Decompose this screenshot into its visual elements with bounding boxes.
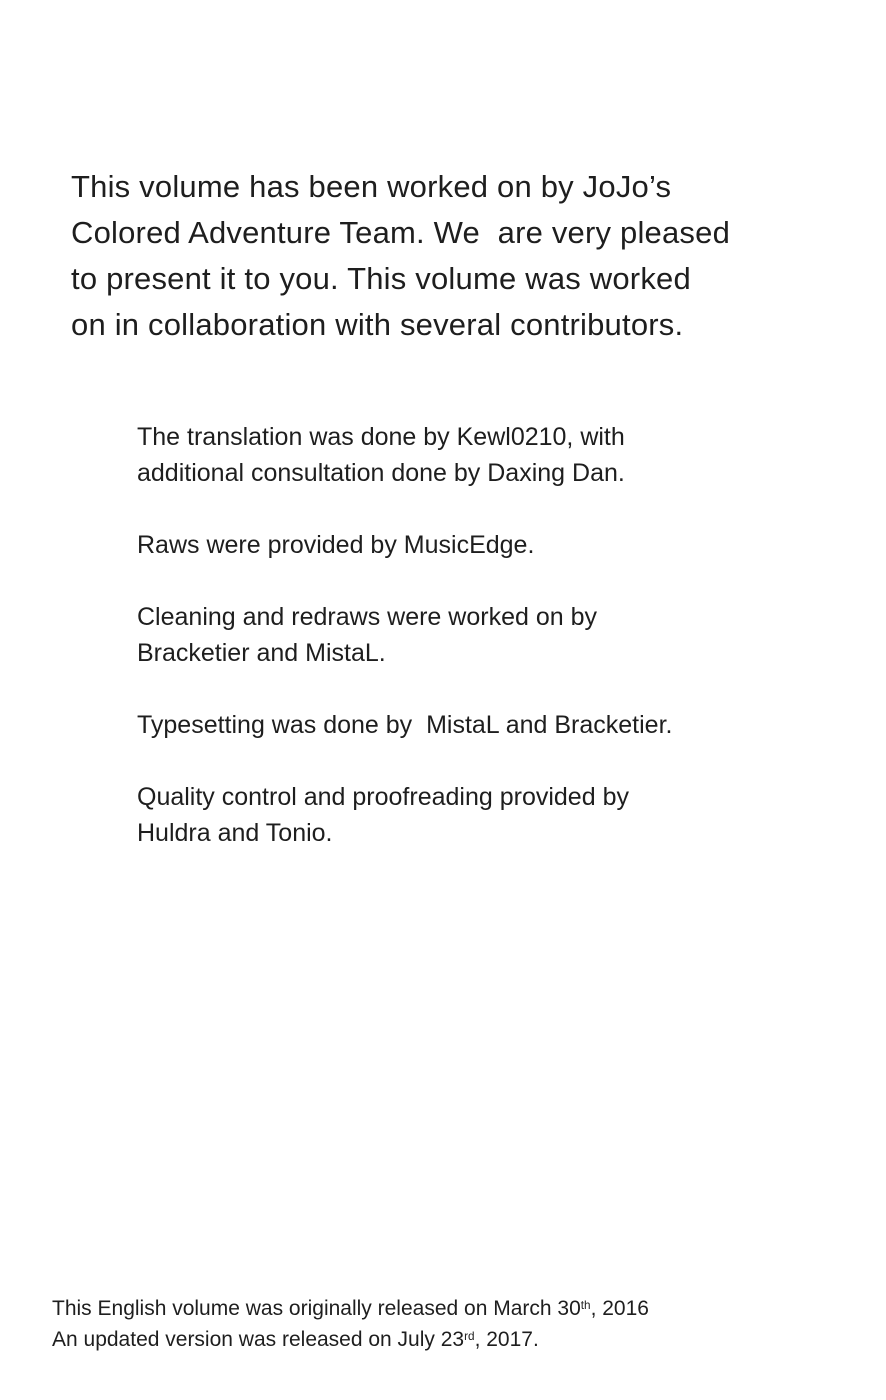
release-note-original-year: , 2016	[590, 1297, 649, 1320]
credit-translation	[137, 419, 672, 491]
ordinal-suffix-th: th	[580, 1298, 591, 1312]
release-note-updated	[52, 1324, 649, 1355]
intro-line-3: to present it to you. This volume was worked	[71, 261, 691, 296]
intro-line-2: Colored Adventure Team. We are very pleased	[71, 215, 731, 250]
release-note-updated-text: An updated version was released on July 23	[52, 1328, 465, 1351]
credit-quality-control-line-1: Quality control and proofreading provided by	[137, 783, 629, 811]
intro-line-1: This volume has been worked on by JoJo’s	[71, 169, 672, 204]
release-note-original-text: This English volume was originally released on March 30	[52, 1297, 581, 1320]
release-note-original	[52, 1293, 649, 1324]
intro-paragraph	[71, 164, 730, 348]
credit-raws-line-1: Raws were provided by MusicEdge.	[137, 531, 535, 559]
intro-line-4: on in collaboration with several contributors.	[71, 307, 684, 342]
release-note-updated-year: , 2017.	[474, 1328, 539, 1351]
credit-quality-control-line-2: Huldra and Tonio.	[137, 819, 333, 847]
credit-typesetting	[137, 707, 672, 743]
credit-translation-line-1: The translation was done by Kewl0210, with	[137, 423, 625, 451]
credit-cleaning-line-2: Bracketier and MistaL.	[137, 639, 386, 667]
release-notes	[52, 1293, 649, 1355]
credit-typesetting-line-1: Typesetting was done by MistaL and Bracketier.	[137, 711, 673, 739]
credit-cleaning-line-1: Cleaning and redraws were worked on by	[137, 603, 597, 631]
credit-translation-line-2: additional consultation done by Daxing Dan.	[137, 459, 625, 487]
credit-raws	[137, 527, 672, 563]
credits-list	[137, 419, 672, 887]
credit-cleaning	[137, 599, 672, 671]
credit-quality-control	[137, 779, 672, 851]
ordinal-suffix-rd: rd	[464, 1329, 475, 1343]
